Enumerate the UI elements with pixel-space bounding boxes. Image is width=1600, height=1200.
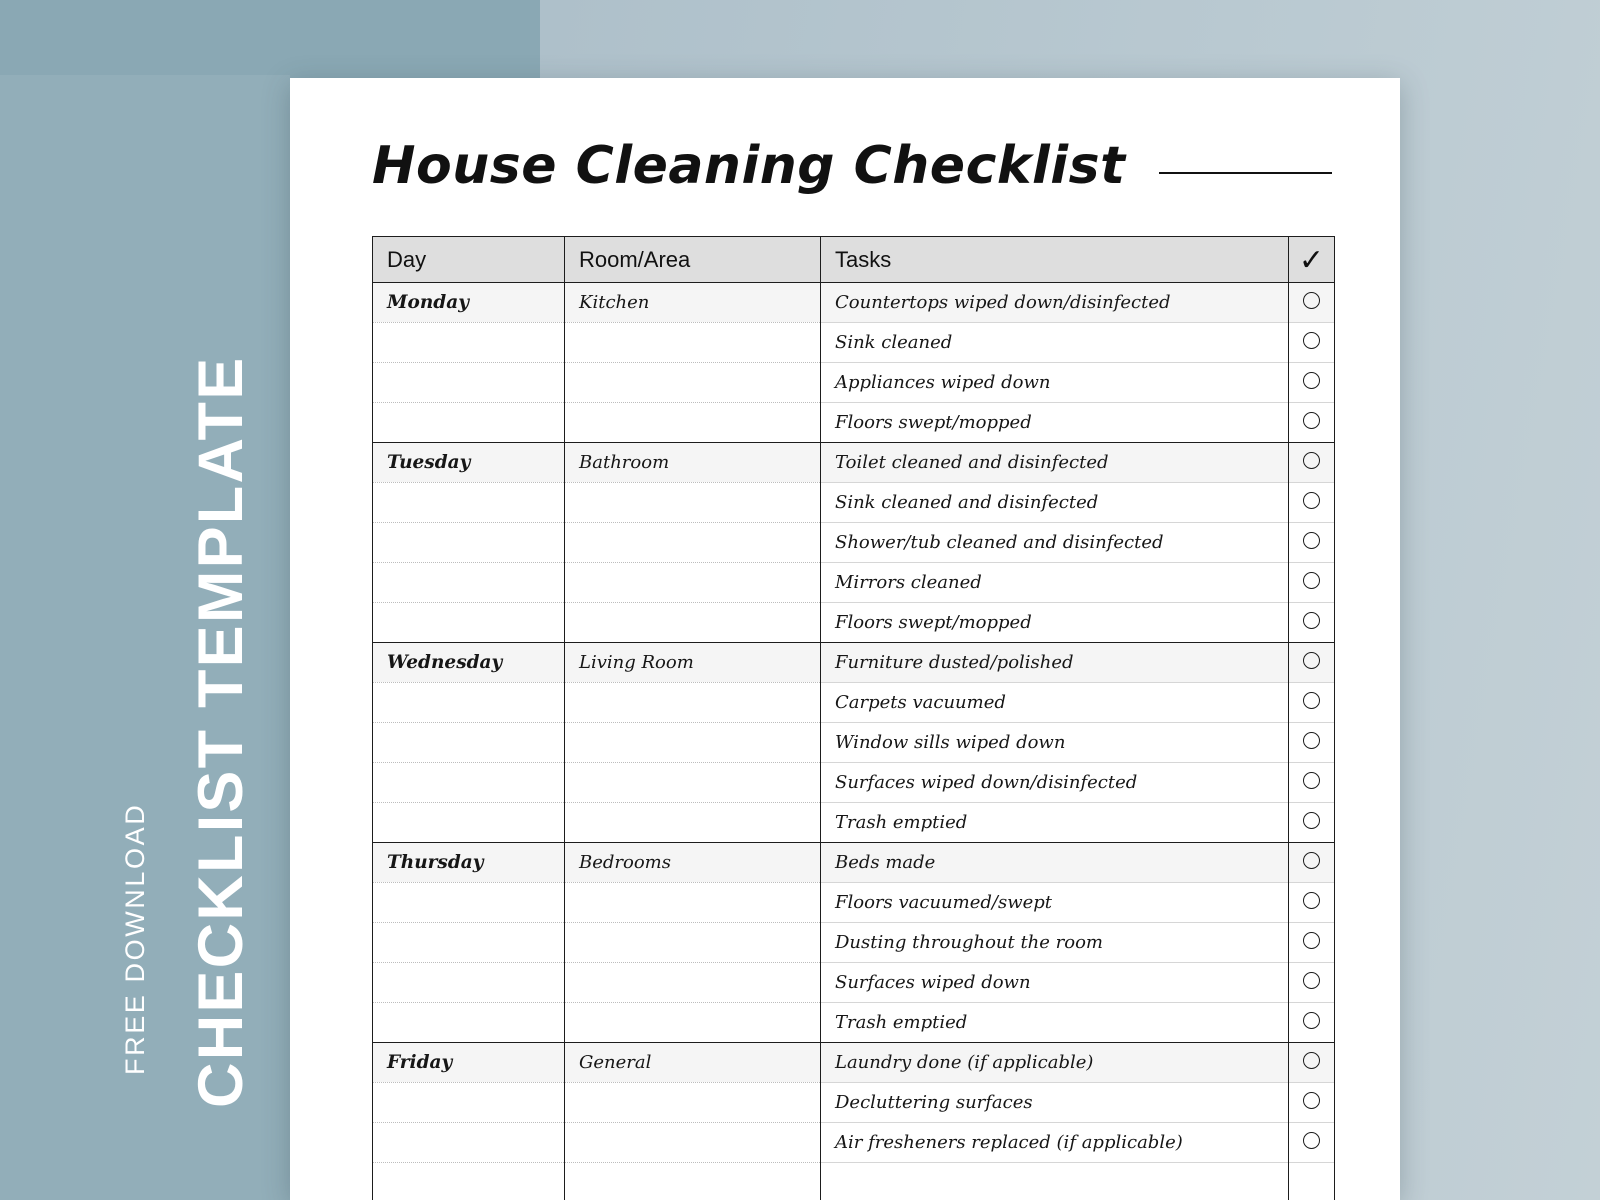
cell-room bbox=[565, 563, 821, 603]
cell-day bbox=[373, 883, 565, 923]
checkbox-circle-icon[interactable] bbox=[1303, 892, 1320, 909]
cell-day bbox=[373, 483, 565, 523]
table-row bbox=[373, 1003, 1335, 1043]
cell-room: Bedrooms bbox=[565, 843, 821, 883]
cell-day bbox=[373, 723, 565, 763]
cell-day: Friday bbox=[373, 1043, 565, 1083]
cell-day bbox=[373, 963, 565, 1003]
cell-checkbox[interactable] bbox=[1289, 803, 1335, 843]
cell-checkbox[interactable] bbox=[1289, 1123, 1335, 1163]
cell-checkbox[interactable] bbox=[1289, 283, 1335, 323]
checkbox-circle-icon[interactable] bbox=[1303, 932, 1320, 949]
cell-day bbox=[373, 1163, 565, 1200]
cell-room bbox=[565, 763, 821, 803]
checkbox-circle-icon[interactable] bbox=[1303, 492, 1320, 509]
column-header-room: Room/Area bbox=[565, 237, 821, 283]
cell-day bbox=[373, 523, 565, 563]
cell-room bbox=[565, 923, 821, 963]
cell-room bbox=[565, 323, 821, 363]
checkbox-circle-icon[interactable] bbox=[1303, 772, 1320, 789]
checklist-table-body bbox=[373, 283, 1335, 1200]
checkbox-circle-icon[interactable] bbox=[1303, 612, 1320, 629]
checkbox-circle-icon[interactable] bbox=[1303, 972, 1320, 989]
cell-task: Floors swept/mopped bbox=[821, 403, 1289, 443]
table-row bbox=[373, 1083, 1335, 1123]
table-row bbox=[373, 1043, 1335, 1083]
cell-checkbox[interactable] bbox=[1289, 603, 1335, 643]
table-row bbox=[373, 523, 1335, 563]
cell-room bbox=[565, 1083, 821, 1123]
cell-room bbox=[565, 683, 821, 723]
cell-checkbox[interactable] bbox=[1289, 923, 1335, 963]
cell-task: Mirrors cleaned bbox=[821, 563, 1289, 603]
cell-checkbox[interactable] bbox=[1289, 723, 1335, 763]
checkbox-circle-icon[interactable] bbox=[1303, 852, 1320, 869]
cell-room bbox=[565, 363, 821, 403]
cell-checkbox[interactable] bbox=[1289, 523, 1335, 563]
cell-checkbox[interactable] bbox=[1289, 443, 1335, 483]
cell-day bbox=[373, 323, 565, 363]
checkbox-circle-icon[interactable] bbox=[1303, 372, 1320, 389]
cell-day bbox=[373, 1123, 565, 1163]
table-row bbox=[373, 323, 1335, 363]
cell-task: Shower/tub cleaned and disinfected bbox=[821, 523, 1289, 563]
cell-checkbox[interactable] bbox=[1289, 403, 1335, 443]
cell-task: Floors swept/mopped bbox=[821, 603, 1289, 643]
cell-checkbox[interactable] bbox=[1289, 683, 1335, 723]
cell-task: Floors vacuumed/swept bbox=[821, 883, 1289, 923]
cell-task bbox=[821, 1163, 1289, 1200]
cell-checkbox[interactable] bbox=[1289, 643, 1335, 683]
cell-day: Wednesday bbox=[373, 643, 565, 683]
table-row bbox=[373, 923, 1335, 963]
cell-task: Countertops wiped down/disinfected bbox=[821, 283, 1289, 323]
cell-task: Surfaces wiped down/disinfected bbox=[821, 763, 1289, 803]
cell-checkbox[interactable] bbox=[1289, 483, 1335, 523]
cell-day bbox=[373, 603, 565, 643]
cell-room bbox=[565, 963, 821, 1003]
cell-room bbox=[565, 1003, 821, 1043]
checkbox-circle-icon[interactable] bbox=[1303, 1012, 1320, 1029]
cell-task: Dusting throughout the room bbox=[821, 923, 1289, 963]
checkbox-circle-icon[interactable] bbox=[1303, 532, 1320, 549]
cell-checkbox[interactable] bbox=[1289, 563, 1335, 603]
cell-task: Appliances wiped down bbox=[821, 363, 1289, 403]
cell-room bbox=[565, 883, 821, 923]
cell-checkbox[interactable] bbox=[1289, 1083, 1335, 1123]
cell-room bbox=[565, 1163, 821, 1200]
table-row bbox=[373, 603, 1335, 643]
checkmark-icon: ✓ bbox=[1298, 243, 1325, 277]
table-row bbox=[373, 443, 1335, 483]
table-row bbox=[373, 883, 1335, 923]
cell-day: Thursday bbox=[373, 843, 565, 883]
cell-room bbox=[565, 803, 821, 843]
column-header-check bbox=[1289, 237, 1335, 283]
table-row bbox=[373, 643, 1335, 683]
page-title: House Cleaning Checklist bbox=[372, 136, 1126, 196]
table-row bbox=[373, 683, 1335, 723]
cell-day bbox=[373, 403, 565, 443]
table-row bbox=[373, 563, 1335, 603]
checkbox-circle-icon[interactable] bbox=[1303, 452, 1320, 469]
checkbox-circle-icon[interactable] bbox=[1303, 652, 1320, 669]
cell-day bbox=[373, 563, 565, 603]
cell-task: Beds made bbox=[821, 843, 1289, 883]
cell-task: Surfaces wiped down bbox=[821, 963, 1289, 1003]
cell-checkbox[interactable] bbox=[1289, 1163, 1335, 1200]
title-row bbox=[372, 136, 1332, 196]
cell-task: Carpets vacuumed bbox=[821, 683, 1289, 723]
title-underline-rule bbox=[1159, 172, 1332, 174]
cell-task: Trash emptied bbox=[821, 803, 1289, 843]
checklist-table bbox=[372, 236, 1335, 1200]
cell-task: Decluttering surfaces bbox=[821, 1083, 1289, 1123]
checkbox-circle-icon[interactable] bbox=[1303, 812, 1320, 829]
cell-checkbox[interactable] bbox=[1289, 323, 1335, 363]
cell-room: Living Room bbox=[565, 643, 821, 683]
cell-room: Kitchen bbox=[565, 283, 821, 323]
banner-free-download-label: FREE DOWNLOAD bbox=[120, 802, 150, 1075]
table-row bbox=[373, 1123, 1335, 1163]
document-sheet bbox=[290, 78, 1400, 1200]
cell-task: Furniture dusted/polished bbox=[821, 643, 1289, 683]
table-row bbox=[373, 403, 1335, 443]
table-row bbox=[373, 843, 1335, 883]
cell-task: Laundry done (if applicable) bbox=[821, 1043, 1289, 1083]
checkbox-circle-icon[interactable] bbox=[1303, 332, 1320, 349]
cell-room bbox=[565, 723, 821, 763]
cell-day bbox=[373, 1083, 565, 1123]
checkbox-circle-icon[interactable] bbox=[1303, 1092, 1320, 1109]
cell-checkbox[interactable] bbox=[1289, 843, 1335, 883]
cell-task: Sink cleaned and disinfected bbox=[821, 483, 1289, 523]
checkbox-circle-icon[interactable] bbox=[1303, 412, 1320, 429]
cell-room bbox=[565, 523, 821, 563]
cell-checkbox[interactable] bbox=[1289, 763, 1335, 803]
cell-checkbox[interactable] bbox=[1289, 1043, 1335, 1083]
cell-day: Tuesday bbox=[373, 443, 565, 483]
checkbox-circle-icon[interactable] bbox=[1303, 692, 1320, 709]
cell-day bbox=[373, 923, 565, 963]
cell-day bbox=[373, 683, 565, 723]
cell-room bbox=[565, 1123, 821, 1163]
cell-task: Trash emptied bbox=[821, 1003, 1289, 1043]
checkbox-circle-icon[interactable] bbox=[1303, 1132, 1320, 1149]
table-row bbox=[373, 963, 1335, 1003]
cell-checkbox[interactable] bbox=[1289, 883, 1335, 923]
table-row bbox=[373, 803, 1335, 843]
cell-task: Sink cleaned bbox=[821, 323, 1289, 363]
cell-day bbox=[373, 763, 565, 803]
cell-task: Air fresheners replaced (if applicable) bbox=[821, 1123, 1289, 1163]
checkbox-circle-icon[interactable] bbox=[1303, 1052, 1320, 1069]
cell-room: General bbox=[565, 1043, 821, 1083]
cell-room bbox=[565, 483, 821, 523]
table-header-row bbox=[373, 237, 1335, 283]
cell-day bbox=[373, 1003, 565, 1043]
checkbox-circle-icon[interactable] bbox=[1303, 292, 1320, 309]
cell-room bbox=[565, 403, 821, 443]
cell-day bbox=[373, 363, 565, 403]
cell-checkbox[interactable] bbox=[1289, 963, 1335, 1003]
checkbox-circle-icon[interactable] bbox=[1303, 732, 1320, 749]
cell-day: Monday bbox=[373, 283, 565, 323]
column-header-day: Day bbox=[373, 237, 565, 283]
cell-task: Toilet cleaned and disinfected bbox=[821, 443, 1289, 483]
banner-checklist-template-label: CHECKLIST TEMPLATE bbox=[186, 355, 256, 1108]
cell-room: Bathroom bbox=[565, 443, 821, 483]
checkbox-circle-icon[interactable] bbox=[1303, 572, 1320, 589]
table-row bbox=[373, 763, 1335, 803]
column-header-tasks: Tasks bbox=[821, 237, 1289, 283]
table-row bbox=[373, 283, 1335, 323]
cell-checkbox[interactable] bbox=[1289, 363, 1335, 403]
table-row bbox=[373, 363, 1335, 403]
table-row bbox=[373, 1163, 1335, 1200]
table-row bbox=[373, 483, 1335, 523]
cell-day bbox=[373, 803, 565, 843]
cell-checkbox[interactable] bbox=[1289, 1003, 1335, 1043]
cell-task: Window sills wiped down bbox=[821, 723, 1289, 763]
cell-room bbox=[565, 603, 821, 643]
table-row bbox=[373, 723, 1335, 763]
